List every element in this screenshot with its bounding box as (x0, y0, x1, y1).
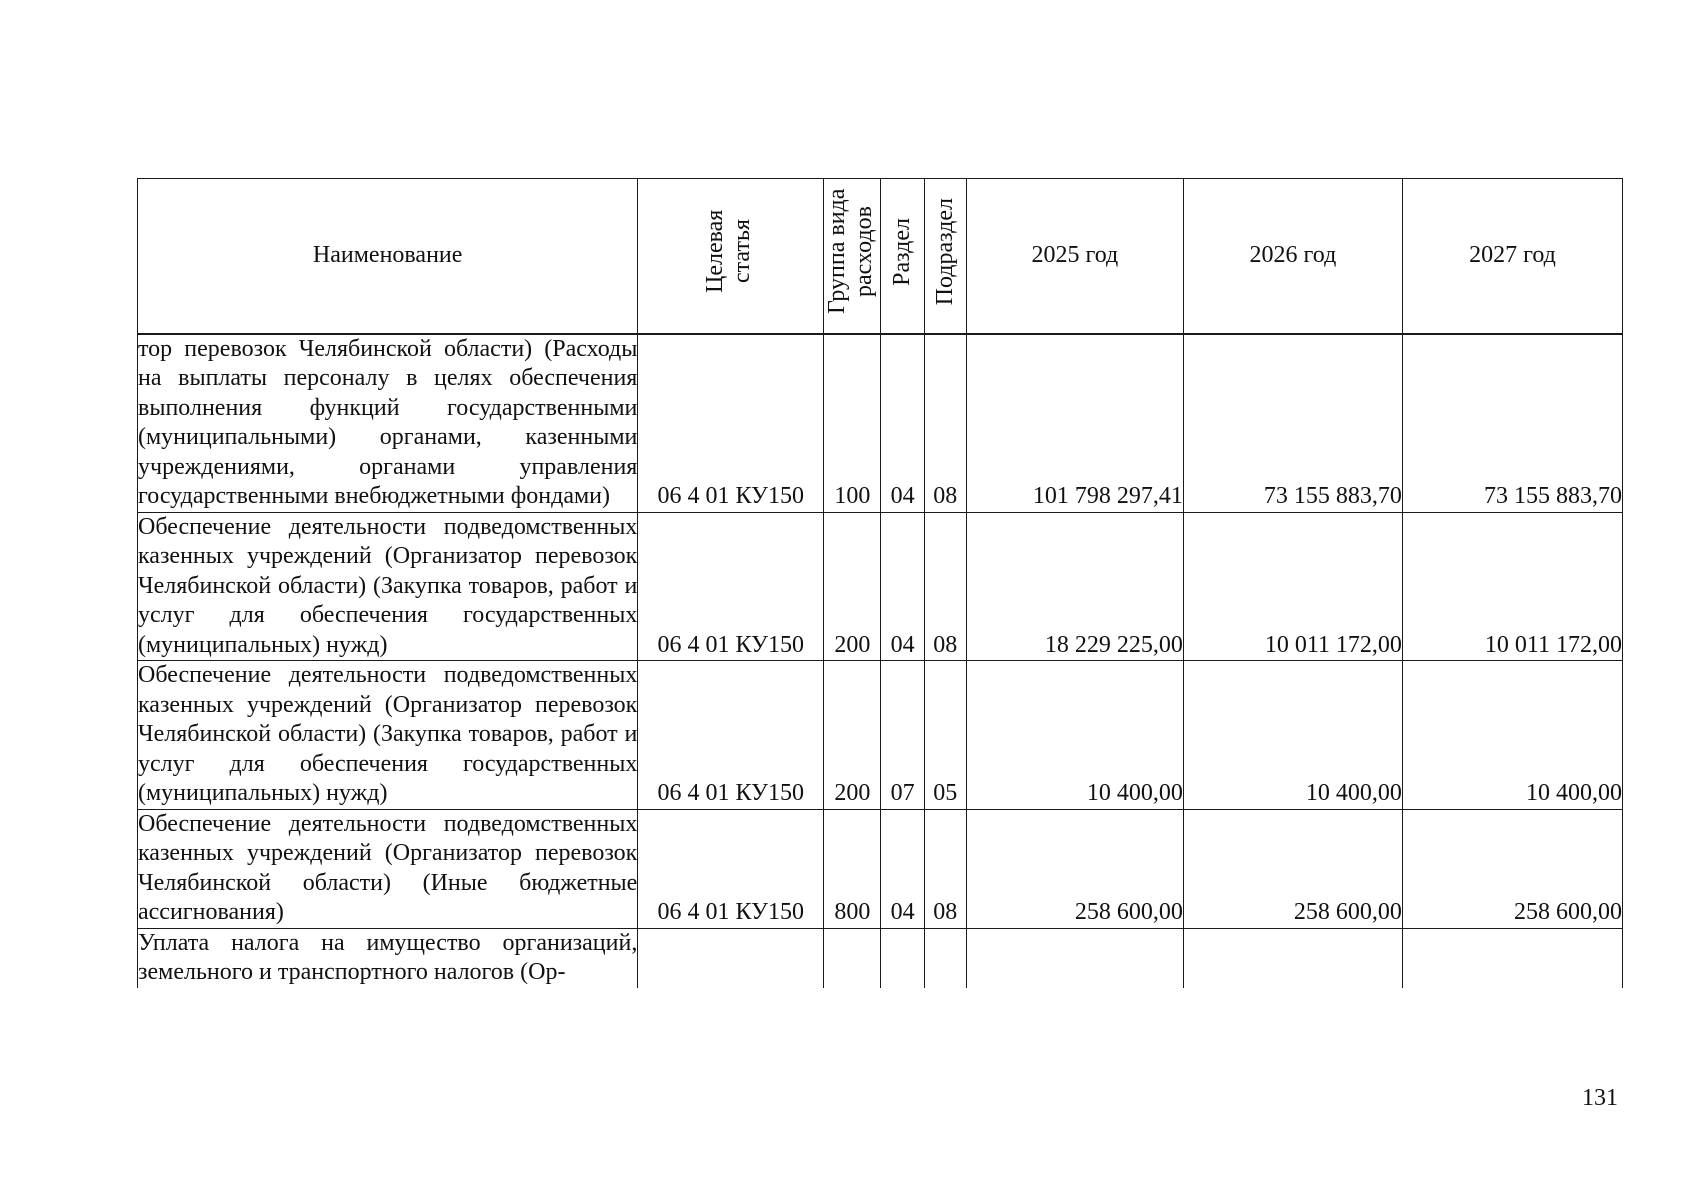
row-amount-2027: 10 011 172,00 (1402, 512, 1622, 661)
row-target-article: 06 4 01 КУ150 (638, 809, 824, 928)
row-amount-2026: 10 011 172,00 (1183, 512, 1402, 661)
table-row (138, 928, 1623, 988)
header-expense-group: Группа вида расходов (824, 179, 881, 334)
row-amount-2027 (1402, 928, 1622, 988)
row-amount-2026: 10 400,00 (1183, 661, 1402, 810)
row-amount-2027: 10 400,00 (1402, 661, 1622, 810)
table-header-row (138, 179, 1623, 334)
row-amount-2025: 101 798 297,41 (966, 334, 1183, 513)
row-expense-group: 200 (824, 512, 881, 661)
row-subsection: 08 (924, 809, 966, 928)
row-amount-2027: 73 155 883,70 (1402, 334, 1622, 513)
row-amount-2027: 258 600,00 (1402, 809, 1622, 928)
row-section: 04 (881, 334, 924, 513)
header-year-2025: 2025 год (966, 179, 1183, 334)
row-expense-group: 800 (824, 809, 881, 928)
table-row (138, 334, 1623, 513)
row-section: 04 (881, 809, 924, 928)
table-row (138, 661, 1623, 810)
header-section: Раздел (881, 179, 924, 334)
row-subsection: 08 (924, 512, 966, 661)
row-name: Уплата налога на имущество организаций, земельного и транспортного налогов (Ор- (138, 928, 638, 988)
row-subsection: 05 (924, 661, 966, 810)
header-name: Наименование (138, 179, 638, 334)
row-expense-group (824, 928, 881, 988)
table-row (138, 809, 1623, 928)
row-target-article (638, 928, 824, 988)
row-amount-2025 (966, 928, 1183, 988)
row-subsection (924, 928, 966, 988)
row-name: Обеспечение деятельности подведомственных казенных учреждений (Организатор перевозок Челябинской области) (Закупка товаров, работ и услуг для обеспечения государственных (муниципальных) нужд) (138, 661, 638, 810)
row-name: Обеспечение деятельности подведомственных казенных учреждений (Организатор перевозок Челябинской области) (Закупка товаров, работ и услуг для обеспечения государственных (муниципальных) нужд) (138, 512, 638, 661)
row-target-article: 06 4 01 КУ150 (638, 512, 824, 661)
page-number: 131 (1582, 1085, 1618, 1111)
row-target-article: 06 4 01 КУ150 (638, 661, 824, 810)
row-section: 07 (881, 661, 924, 810)
header-year-2027: 2027 год (1402, 179, 1622, 334)
header-subsection: Подраздел (924, 179, 966, 334)
row-section (881, 928, 924, 988)
row-amount-2025: 18 229 225,00 (966, 512, 1183, 661)
header-year-2026: 2026 год (1183, 179, 1402, 334)
header-target-article: Целевая статья (638, 179, 824, 334)
row-name: Обеспечение деятельности подведомственных казенных учреждений (Организатор перевозок Челябинской области) (Иные бюджетные ассигнования) (138, 809, 638, 928)
row-amount-2026: 258 600,00 (1183, 809, 1402, 928)
row-amount-2025: 258 600,00 (966, 809, 1183, 928)
row-expense-group: 100 (824, 334, 881, 513)
row-target-article: 06 4 01 КУ150 (638, 334, 824, 513)
budget-table (137, 178, 1623, 988)
table-row (138, 512, 1623, 661)
row-amount-2026: 73 155 883,70 (1183, 334, 1402, 513)
row-amount-2026 (1183, 928, 1402, 988)
row-amount-2025: 10 400,00 (966, 661, 1183, 810)
row-expense-group: 200 (824, 661, 881, 810)
row-subsection: 08 (924, 334, 966, 513)
row-name: тор перевозок Челябинской области) (Расходы на выплаты персоналу в целях обеспечения выполнения функций государственными (муниципальными) органами, казенными учреждениями, органами управления государственными внебюджетными фондами) (138, 334, 638, 513)
row-section: 04 (881, 512, 924, 661)
